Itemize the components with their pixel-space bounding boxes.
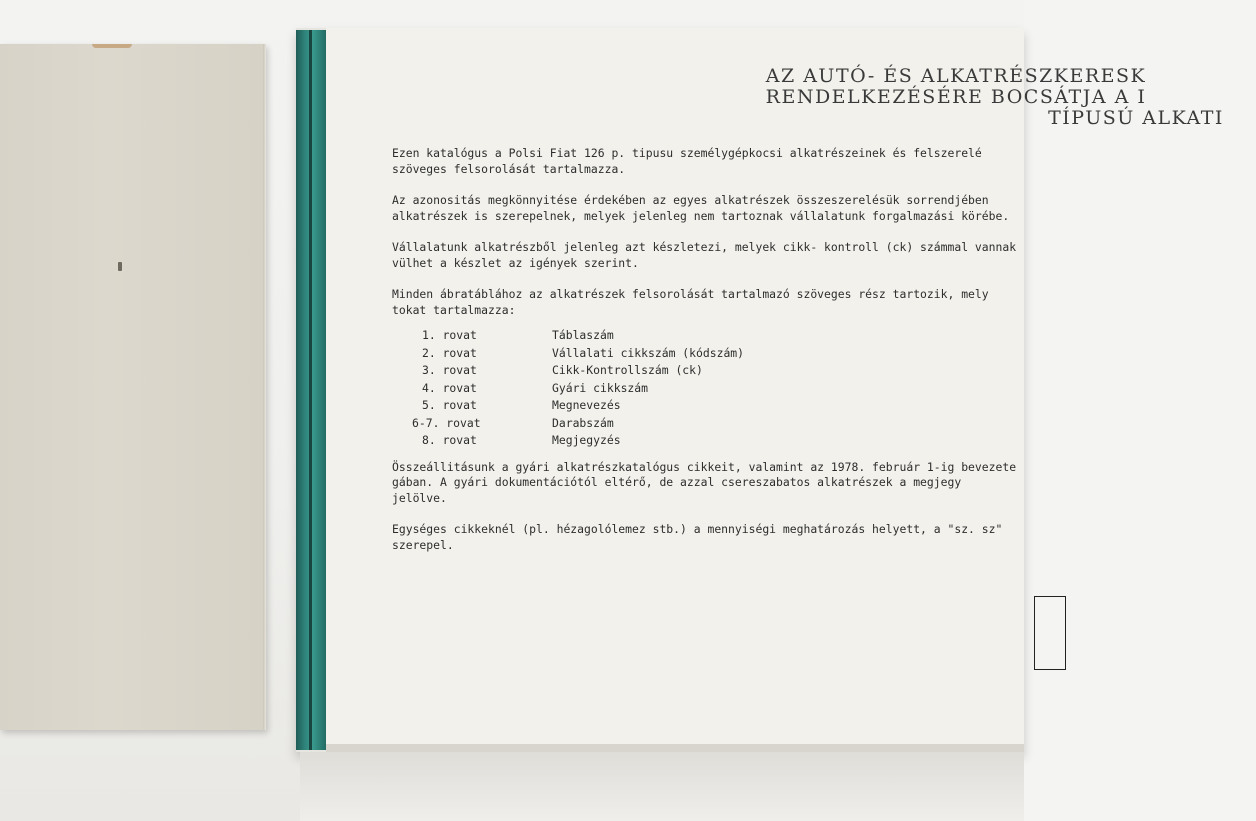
column-name: Táblaszám: [552, 328, 614, 342]
paragraph-line: gában. A gyári dokumentációtól eltérő, de azzal csereszabatos alkatrészek a megjegy: [392, 475, 962, 489]
column-number: 8. rovat: [422, 433, 477, 447]
paragraph-scope: [392, 146, 1092, 177]
column-number: 2. rovat: [422, 345, 477, 360]
column-name: Vállalati cikkszám (kódszám): [552, 345, 745, 360]
paragraph-line: Az azonositás megkönnyitése érdekében az egyes alkatrészek összeszerelésük sorrendjében: [392, 193, 989, 207]
column-number: 5. rovat: [422, 398, 477, 412]
paragraph-line: tokat tartalmazza:: [392, 302, 516, 317]
paragraph-quantities: [392, 522, 1092, 553]
cover-edge: [263, 44, 266, 730]
paragraph-compilation: [392, 460, 1092, 507]
column-name: Darabszám: [552, 415, 614, 430]
title-line-2: RENDELKEZÉSÉRE BOCSÁTJA A I: [765, 86, 1147, 108]
column-number: 3. rovat: [422, 363, 477, 377]
column-name: Megjegyzés: [552, 433, 621, 447]
back-cover-board: [0, 44, 266, 730]
book-spine: [296, 30, 326, 750]
column-name: Megnevezés: [552, 398, 621, 412]
paragraph-line: Minden ábratáblához az alkatrészek felsorolását tartalmazó szöveges rész tartozik, mely: [392, 287, 989, 301]
title-line-3: TÍPUSÚ ALKATI: [1048, 107, 1224, 129]
paragraph-line: Összeállitásunk a gyári alkatrészkatalógus cikkeit, valamint az 1978. február 1-ig bevezete: [392, 459, 1017, 474]
book-shadow: [300, 752, 1024, 821]
page-title: [656, 66, 1256, 129]
catalog-book: [296, 28, 1224, 752]
paragraph-line: szöveges felsorolását tartalmazza.: [392, 161, 626, 176]
paragraph-line: Egységes cikkeknél (pl. hézagolólemez stb.) a mennyiségi meghatározás helyett, a "sz. sz": [392, 522, 1003, 536]
paragraph-identification: [392, 193, 1092, 224]
column-name: Cikk-Kontrollszám (ck): [552, 363, 703, 377]
paragraph-tables: [392, 287, 1092, 318]
cover-spot: [118, 262, 122, 271]
paragraph-line: vülhet a készlet az igények szerint.: [392, 255, 639, 270]
column-number: 1. rovat: [422, 328, 477, 342]
paragraph-line: Ezen katalógus a Polsi Fiat 126 p. tipusu személygépkocsi alkatrészeinek és felszerelé: [392, 146, 982, 160]
page-stack-edge: [326, 744, 1024, 752]
column-number: 4. rovat: [422, 380, 477, 395]
cover-tear-mark: [92, 44, 132, 48]
paragraph-stock: [392, 240, 1092, 271]
column-number: 6-7. rovat: [412, 415, 481, 430]
printed-box: [1034, 596, 1066, 670]
paragraph-line: Vállalatunk alkatrészből jelenleg azt készletezi, melyek cikk- kontroll (ck) számmal vannak: [392, 240, 1017, 254]
paragraph-line: szerepel.: [392, 537, 454, 552]
title-line-1: AZ AUTÓ- ÉS ALKATRÉSZKERESK: [765, 65, 1147, 87]
spine-binding-line: [309, 30, 312, 750]
paragraph-line: jelölve.: [392, 490, 447, 505]
column-name: Gyári cikkszám: [552, 380, 649, 395]
paragraph-line: alkatrészek is szerepelnek, melyek jelenleg nem tartoznak vállalatunk forgalmazási körébe.: [392, 208, 1010, 223]
intro-text: [392, 146, 1092, 569]
catalog-page: [326, 28, 1224, 744]
column-list: [412, 328, 1092, 449]
